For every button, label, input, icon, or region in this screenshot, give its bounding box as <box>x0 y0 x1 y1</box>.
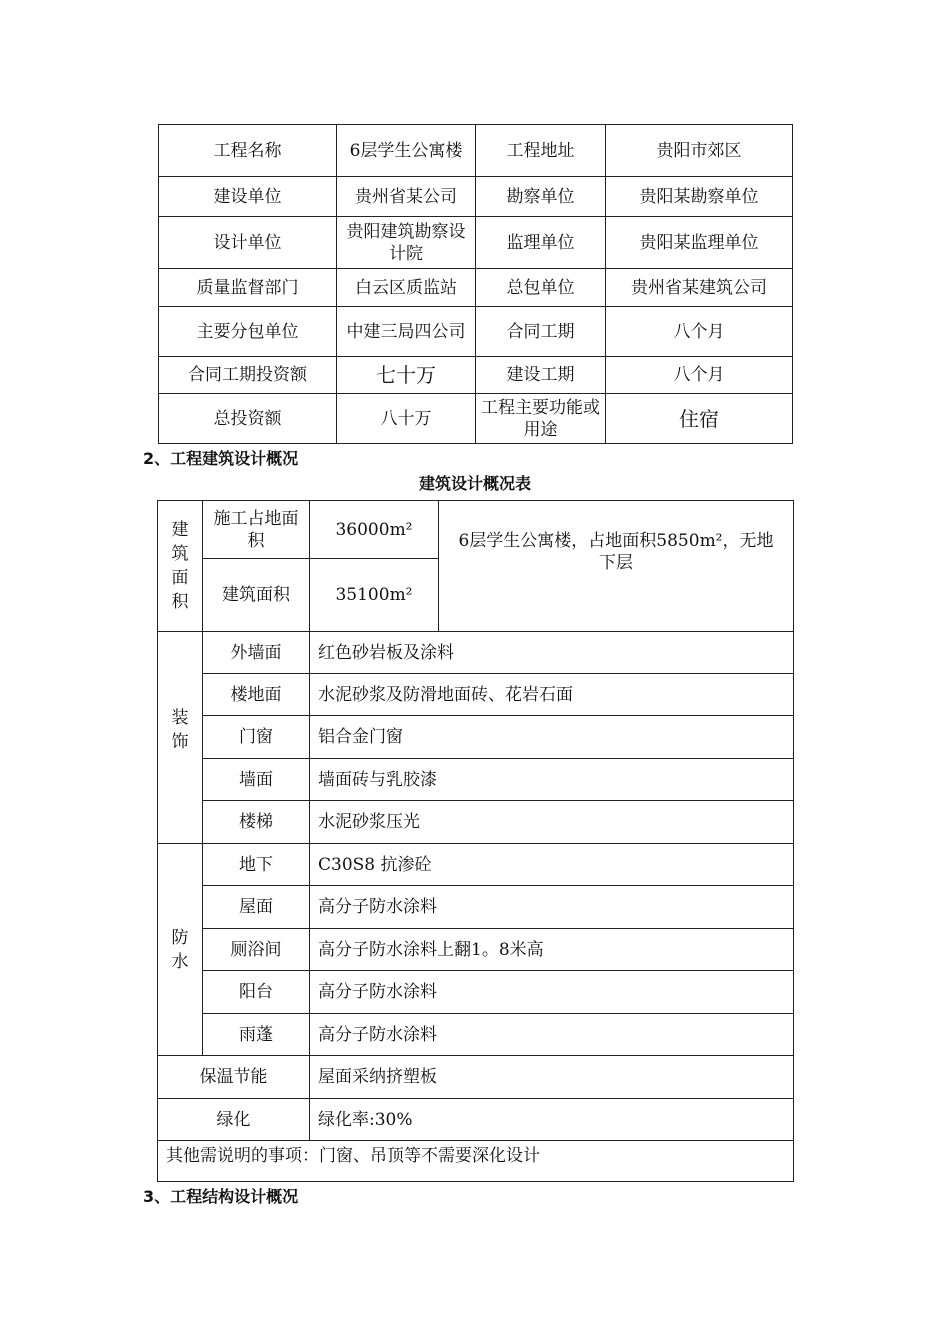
table-row <box>159 217 793 269</box>
value-cell: 住宿 <box>606 394 793 444</box>
value-cell: C30S8 抗渗砼 <box>310 844 794 886</box>
label-cell: 合同工期 <box>476 307 606 357</box>
section-2-heading: 2、工程建筑设计概况 <box>143 449 299 468</box>
value-cell: 贵阳某勘察单位 <box>606 177 793 217</box>
table-row <box>158 886 794 929</box>
value-cell: 贵阳建筑勘察设计院 <box>337 217 476 269</box>
label-cell: 楼地面 <box>203 674 310 716</box>
section-3-heading: 3、工程结构设计概况 <box>143 1187 299 1206</box>
group-label-waterproof: 防水 <box>158 844 203 1056</box>
label-cell: 总包单位 <box>476 269 606 307</box>
label-cell: 设计单位 <box>159 217 337 269</box>
value-cell: 贵州省某建筑公司 <box>606 269 793 307</box>
table-row <box>158 844 794 886</box>
label-cell: 施工占地面积 <box>203 501 310 559</box>
table-row <box>159 269 793 307</box>
label-cell: 阳台 <box>203 971 310 1014</box>
table-row <box>159 177 793 217</box>
table-row <box>158 716 794 759</box>
table-row <box>158 1099 794 1141</box>
group-label-area: 建筑面积 <box>158 501 203 632</box>
value-cell: 红色砂岩板及涂料 <box>310 632 794 674</box>
table-caption: 建筑设计概况表 <box>418 474 531 493</box>
value-cell: 八十万 <box>337 394 476 444</box>
label-cell: 雨蓬 <box>203 1014 310 1056</box>
label-cell: 合同工期投资额 <box>159 357 337 394</box>
label-cell: 建设单位 <box>159 177 337 217</box>
label-cell: 工程主要功能或用途 <box>476 394 606 444</box>
value-cell: 八个月 <box>606 357 793 394</box>
table-row <box>158 1141 794 1182</box>
label-cell: 总投资额 <box>159 394 337 444</box>
label-cell: 地下 <box>203 844 310 886</box>
label-cell: 绿化 <box>158 1099 310 1141</box>
value-cell: 贵阳市郊区 <box>606 125 793 177</box>
table-row <box>159 394 793 444</box>
label-cell: 外墙面 <box>203 632 310 674</box>
table-row <box>159 125 793 177</box>
area-description: 6层学生公寓楼，占地面积5850m²，无地下层 <box>439 501 794 632</box>
label-cell: 监理单位 <box>476 217 606 269</box>
table-row <box>158 501 794 559</box>
table-row <box>158 1014 794 1056</box>
design-overview-table <box>157 500 794 1182</box>
value-cell: 中建三局四公司 <box>337 307 476 357</box>
label-cell: 建设工期 <box>476 357 606 394</box>
label-cell: 质量监督部门 <box>159 269 337 307</box>
value-cell: 白云区质监站 <box>337 269 476 307</box>
table-row <box>158 929 794 971</box>
label-cell: 楼梯 <box>203 801 310 844</box>
table-row <box>158 971 794 1014</box>
label-cell: 门窗 <box>203 716 310 759</box>
table-row <box>158 632 794 674</box>
table-row <box>158 801 794 844</box>
group-label-decoration: 装饰 <box>158 632 203 844</box>
label-cell: 建筑面积 <box>203 559 310 632</box>
label-cell: 工程地址 <box>476 125 606 177</box>
label-cell: 屋面 <box>203 886 310 929</box>
value-cell: 铝合金门窗 <box>310 716 794 759</box>
value-cell: 36000m² <box>310 501 439 559</box>
table-row <box>158 1056 794 1099</box>
value-cell: 6层学生公寓楼 <box>337 125 476 177</box>
value-cell: 高分子防水涂料上翻1。8米高 <box>310 929 794 971</box>
value-cell: 水泥砂浆及防滑地面砖、花岩石面 <box>310 674 794 716</box>
value-cell: 墙面砖与乳胶漆 <box>310 759 794 801</box>
label-cell: 勘察单位 <box>476 177 606 217</box>
label-cell: 主要分包单位 <box>159 307 337 357</box>
table-row <box>159 357 793 394</box>
value-cell: 七十万 <box>337 357 476 394</box>
label-cell: 墙面 <box>203 759 310 801</box>
value-cell: 八个月 <box>606 307 793 357</box>
project-info-table <box>158 124 793 444</box>
value-cell: 水泥砂浆压光 <box>310 801 794 844</box>
value-cell: 高分子防水涂料 <box>310 971 794 1014</box>
value-cell: 高分子防水涂料 <box>310 886 794 929</box>
value-cell: 高分子防水涂料 <box>310 1014 794 1056</box>
table-row <box>158 674 794 716</box>
value-cell: 贵阳某监理单位 <box>606 217 793 269</box>
table-row <box>159 307 793 357</box>
label-cell: 工程名称 <box>159 125 337 177</box>
value-cell: 屋面采纳挤塑板 <box>310 1056 794 1099</box>
label-cell: 保温节能 <box>158 1056 310 1099</box>
value-cell: 贵州省某公司 <box>337 177 476 217</box>
label-cell: 厕浴间 <box>203 929 310 971</box>
note-cell: 其他需说明的事项：门窗、吊顶等不需要深化设计 <box>158 1141 794 1182</box>
value-cell: 绿化率:30% <box>310 1099 794 1141</box>
value-cell: 35100m² <box>310 559 439 632</box>
table-row <box>158 759 794 801</box>
